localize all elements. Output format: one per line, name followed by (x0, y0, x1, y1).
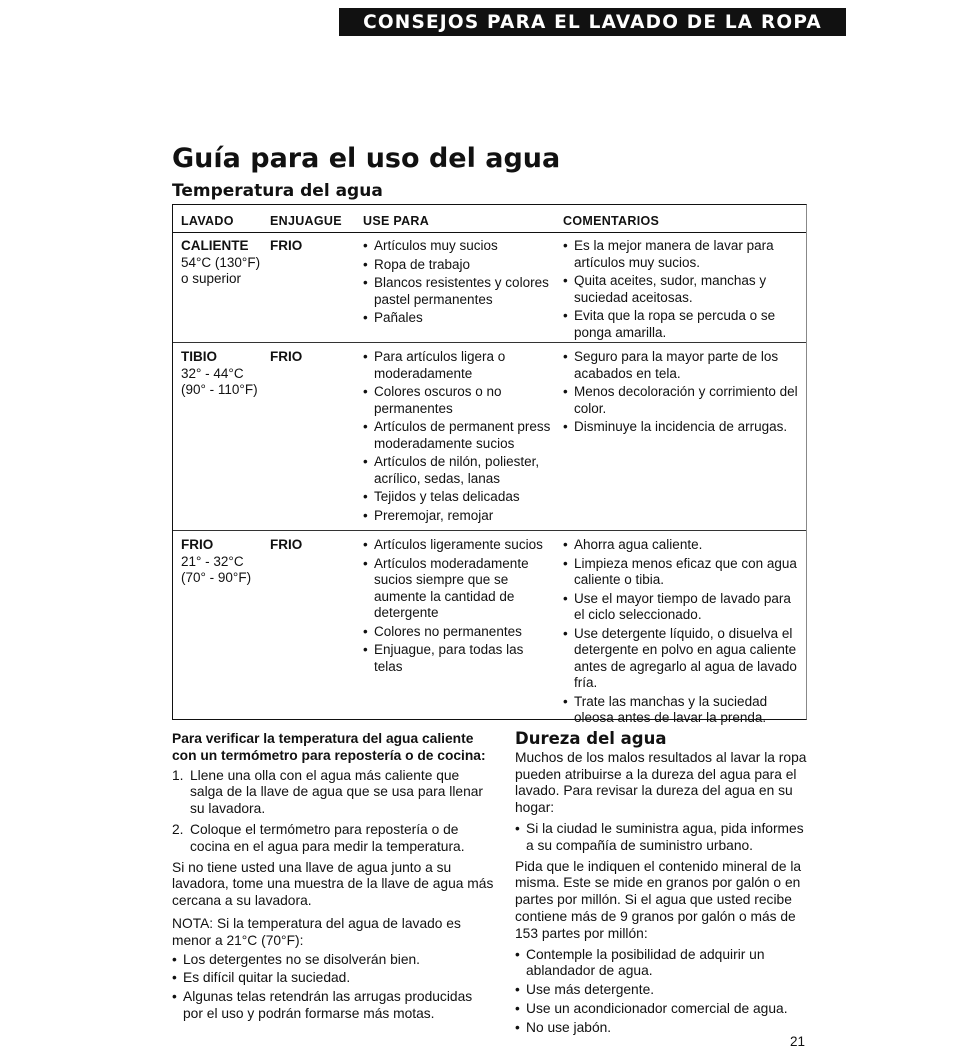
list-item: • Preremojar, remojar (363, 508, 553, 525)
list-item: • Use el mayor tiempo de lavado para el ciclo seleccionado. (563, 591, 801, 624)
list-item: • Evita que la ropa se percuda o se ponga amarilla. (563, 308, 801, 341)
use-para-cell (363, 349, 553, 526)
instructions-intro: Para verificar la temperatura del agua caliente con un termómetro para repostería o de cocina: (172, 731, 486, 763)
list-item: • Algunas telas retendrán las arrugas producidas por el uso y podrán formarse más motas. (172, 989, 494, 1023)
lavado-name: CALIENTE (181, 238, 249, 253)
water-hardness-section (515, 731, 807, 1039)
lavado-name: FRIO (181, 537, 214, 552)
list-item: • Limpieza menos eficaz que con agua caliente o tibia. (563, 556, 801, 589)
list-item: • Artículos ligeramente sucios (363, 537, 553, 554)
lavado-temp: 32° - 44°C (181, 365, 244, 381)
list-item (172, 822, 494, 856)
paragraph: Pida que le indiquen el contenido mineral de la misma. Este se mide en granos por galón o en partes por millón. Si el agua que usted recibe contiene más de 9 granos por galón o más de 153 partes por millón: (515, 858, 802, 941)
list-item: • Es la mejor manera de lavar para artículos muy sucios. (563, 238, 801, 271)
list-item: • Trate las manchas y la suciedad oleosa antes de lavar la prenda. (563, 694, 801, 727)
thermometer-instructions (172, 731, 494, 1025)
list-item: • Pañales (363, 310, 553, 327)
step-text: Llene una olla con el agua más caliente que salga de la llave de agua que se usa para llenar su lavadora. (190, 767, 484, 817)
list-item (172, 768, 494, 818)
list-item: • Use un acondicionador comercial de agua. (515, 1001, 807, 1018)
list-item: • Ropa de trabajo (363, 257, 553, 274)
use-para-cell (363, 238, 553, 329)
col-header-use-para: USE PARA (363, 214, 430, 228)
list-item: • Enjuague, para todas las telas (363, 642, 553, 675)
page-title: Guía para el uso del agua (172, 143, 561, 174)
use-para-cell (363, 537, 553, 677)
comentarios-cell (563, 349, 801, 438)
list-item: • Ahorra agua caliente. (563, 537, 801, 554)
table-row (173, 232, 806, 342)
list-item: • Use más detergente. (515, 982, 807, 999)
list-item: • Menos decoloración y corrimiento del color. (563, 384, 801, 417)
list-item: • Tejidos y telas delicadas (363, 489, 553, 506)
list-item: • Si la ciudad le suministra agua, pida informes a su compañía de suministro urbano. (515, 821, 807, 855)
section-subtitle: Temperatura del agua (172, 181, 383, 201)
step-number: 1. (172, 767, 184, 783)
list-item: • Disminuye la incidencia de arrugas. (563, 419, 801, 436)
enjuague-cell: FRIO (270, 537, 303, 552)
lavado-name: TIBIO (181, 349, 217, 364)
list-item: • Contemple la posibilidad de adquirir un ablandador de agua. (515, 947, 807, 981)
list-item: • Colores oscuros o no permanentes (363, 384, 553, 417)
col-header-lavado: LAVADO (181, 214, 234, 228)
list-item: • Use detergente líquido, o disuelva el detergente en polvo en agua caliente antes de agregarlo al agua de lavado fría. (563, 626, 801, 692)
note: NOTA: Si la temperatura del agua de lavado es menor a 21°C (70°F): (172, 915, 461, 948)
list-item: • Artículos muy sucios (363, 238, 553, 255)
comentarios-cell (563, 537, 801, 729)
steps-list (172, 768, 494, 856)
list-item: • Colores no permanentes (363, 624, 553, 641)
lavado-cell (181, 537, 251, 587)
bullets (515, 947, 807, 1037)
list-item: • Artículos de permanent press moderadamente sucios (363, 419, 553, 452)
paragraph: Si no tiene usted una llave de agua junto a su lavadora, tome una muestra de la llave de agua más cercana a su lavadora. (172, 859, 494, 909)
lavado-temp: 54°C (130°F) (181, 254, 261, 270)
lavado-cell (181, 238, 260, 288)
lavado-temp-extra: (70° - 90°F) (181, 570, 252, 585)
lavado-temp: 21° - 32°C (181, 553, 244, 569)
page-number: 21 (790, 1034, 806, 1049)
list-item: • Es difícil quitar la suciedad. (172, 970, 494, 987)
list-item: • Los detergentes no se disolverán bien. (172, 952, 494, 969)
step-text: Coloque el termómetro para repostería o de cocina en el agua para medir la temperatura. (190, 821, 465, 854)
list-item: • Seguro para la mayor parte de los acabados en tela. (563, 349, 801, 382)
table-row (173, 342, 806, 531)
lavado-temp-extra: (90° - 110°F) (181, 382, 258, 397)
section-heading: Dureza del agua (515, 729, 667, 748)
list-item: • No use jabón. (515, 1020, 807, 1037)
water-temperature-table (172, 204, 807, 725)
section-banner: CONSEJOS PARA EL LAVADO DE LA ROPA (339, 8, 846, 36)
list-item: • Para artículos ligera o moderadamente (363, 349, 553, 382)
note-bullets (172, 952, 494, 1023)
lavado-cell (181, 349, 258, 399)
enjuague-cell: FRIO (270, 238, 303, 253)
list-item: • Artículos moderadamente sucios siempre que se aumente la cantidad de detergente (363, 556, 553, 622)
paragraph: Muchos de los malos resultados al lavar la ropa pueden atribuirse a la dureza del agua para el lavado. Para revisar la dureza del agua en su hogar: (515, 749, 807, 816)
list-item: • Quita aceites, sudor, manchas y suciedad aceitosas. (563, 273, 801, 306)
col-header-enjuague: ENJUAGUE (270, 214, 342, 228)
bullets (515, 821, 807, 855)
list-item: • Blancos resistentes y colores pastel permanentes (363, 275, 553, 308)
comentarios-cell (563, 238, 801, 343)
list-item: • Artículos de nilón, poliester, acrílico, sedas, lanas (363, 454, 553, 487)
table-row (173, 530, 806, 725)
step-number: 2. (172, 821, 184, 837)
col-header-comentarios: COMENTARIOS (563, 214, 660, 228)
enjuague-cell: FRIO (270, 349, 303, 364)
lavado-temp-extra: o superior (181, 271, 242, 286)
